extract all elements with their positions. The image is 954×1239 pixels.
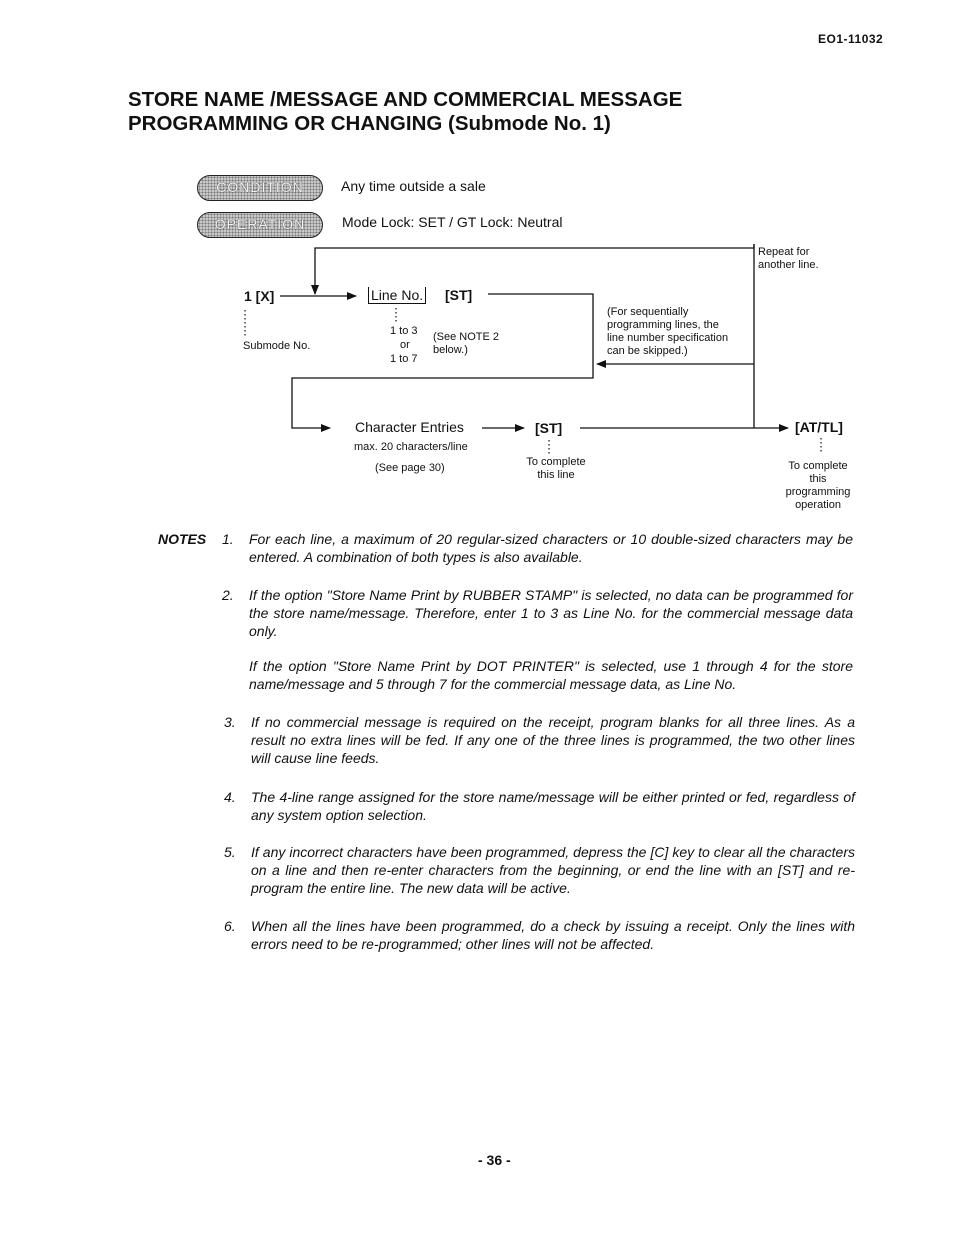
- see-note-2: (See NOTE 2 below.): [433, 331, 500, 356]
- operation-badge: OPERATION: [197, 212, 323, 238]
- sequential-note: (For sequentially programming lines, the line number specification can be skipped.): [607, 306, 729, 357]
- page-number: - 36 -: [478, 1152, 511, 1168]
- range-1: 1 to 3: [390, 325, 418, 337]
- line-no-key: Line No.: [368, 287, 426, 304]
- complete-line-note: To complete this line: [526, 456, 586, 481]
- title-line-1: STORE NAME /MESSAGE AND COMMERCIAL MESSAGE: [128, 88, 683, 111]
- title-line-2: PROGRAMMING OR CHANGING (Submode No. 1): [128, 112, 611, 135]
- max-characters: max. 20 characters/line: [354, 441, 468, 453]
- complete-operation-note: To complete this programming operation: [785, 460, 851, 511]
- range-2: 1 to 7: [390, 353, 418, 365]
- document-number: EO1-11032: [818, 32, 884, 46]
- range-or: or: [400, 339, 410, 351]
- condition-badge: CONDITION: [197, 175, 323, 201]
- st-key-1: [ST]: [445, 287, 473, 303]
- notes-heading: NOTES: [158, 531, 207, 547]
- submode-label: Submode No.: [243, 340, 311, 352]
- at-tl-key: [AT/TL]: [795, 419, 843, 435]
- condition-text: Any time outside a sale: [341, 178, 486, 194]
- st-key-2: [ST]: [535, 420, 563, 436]
- see-page: (See page 30): [375, 462, 445, 474]
- key-1x: 1 [X]: [244, 288, 275, 304]
- character-entries: Character Entries: [355, 419, 464, 435]
- operation-text: Mode Lock: SET / GT Lock: Neutral: [342, 214, 563, 230]
- repeat-note: Repeat for another line.: [758, 246, 819, 271]
